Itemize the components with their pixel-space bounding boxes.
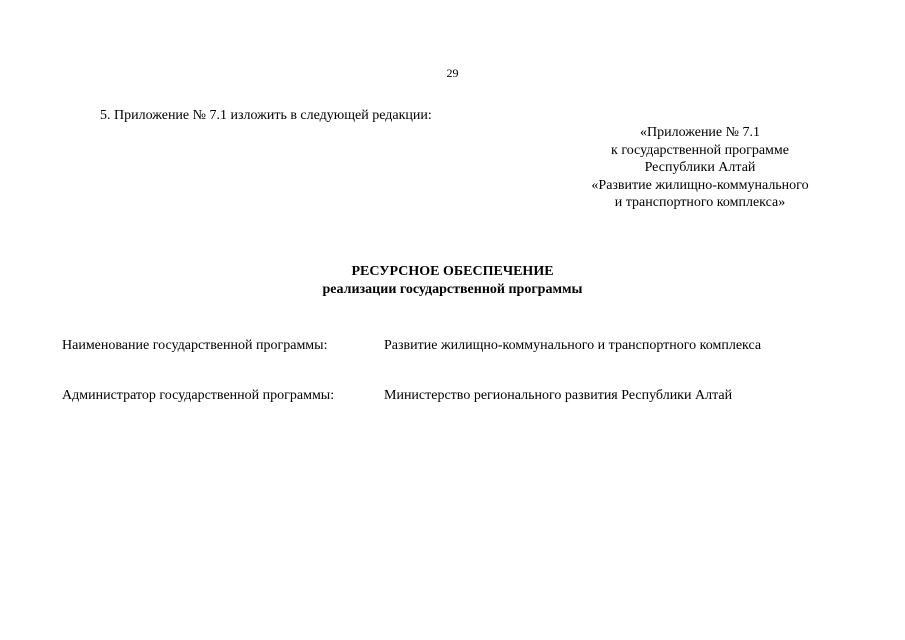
program-name-label: Наименование государственной программы: [62, 338, 328, 353]
program-administrator-label: Администратор государственной программы: [62, 388, 335, 403]
appendix-ref-line: к государственной программе [611, 142, 789, 158]
appendix-ref-line: и транспортного комплекса» [614, 195, 786, 210]
appendix-reference [565, 124, 835, 212]
program-name-value: Развитие жилищно-коммунального и транспортного комплекса [384, 338, 762, 353]
appendix-ref-line: «Приложение № 7.1 [640, 125, 760, 140]
appendix-ref-line: Республики Алтай [644, 160, 756, 175]
amendment-instruction: 5. Приложение № 7.1 изложить в следующей редакции: [100, 108, 432, 123]
program-administrator-value: Министерство регионального развития Республики Алтай [384, 388, 733, 403]
appendix-ref-line: «Развитие жилищно-коммунального [591, 177, 809, 193]
title-subtitle: реализации государственной программы [322, 282, 583, 297]
page-number: 29 [446, 66, 459, 80]
title-main: РЕСУРСНОЕ ОБЕСПЕЧЕНИЕ [351, 264, 554, 279]
document-title [0, 263, 905, 299]
